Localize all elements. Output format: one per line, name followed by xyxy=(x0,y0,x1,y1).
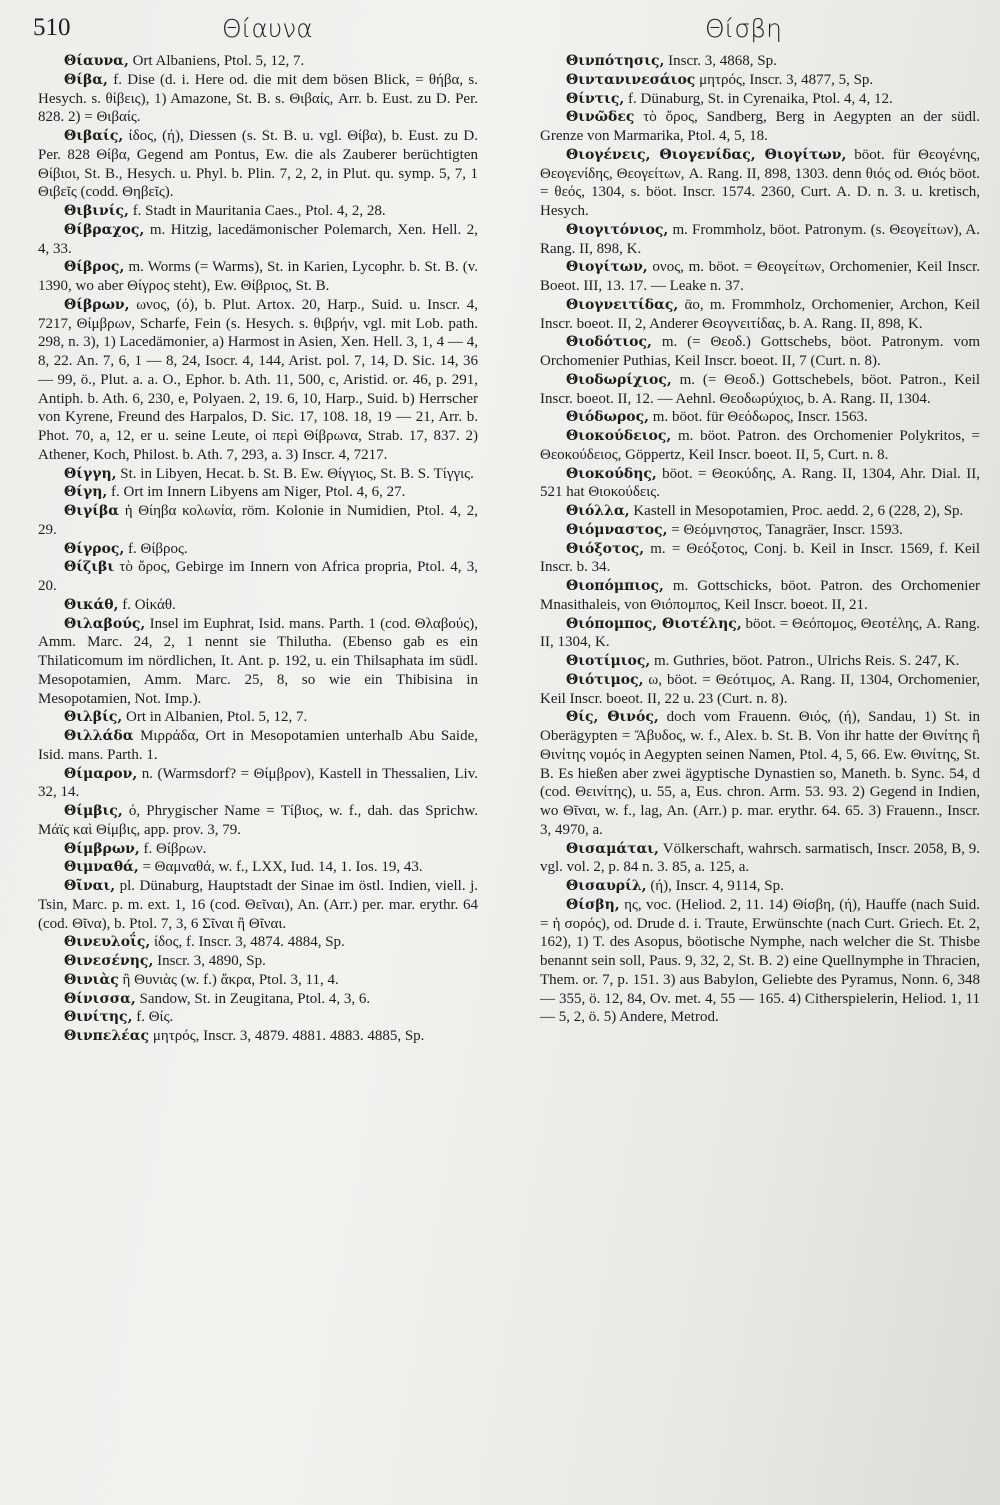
entry-body: ἡ Θίηβα κολωνία, röm. Kolonie in Numidien, Ptol. 4, 2, 29. xyxy=(38,503,478,538)
entry-headword: Θινευλοΐς, xyxy=(64,934,151,951)
dictionary-entry xyxy=(540,146,980,221)
dictionary-entry xyxy=(540,652,980,671)
entry-headword: Θινίτης, xyxy=(64,1009,133,1026)
entry-body: ω, böot. = Θεότιμος, A. Rang. II, 1304, Orchomenier, Keil Inscr. boeot. II, 22 u. 23 (Curt. n. 8). xyxy=(540,671,980,707)
entry-headword: Θιόξοτος, xyxy=(566,540,645,557)
entry-body: m. (= Θεοδ.) Gottschebs, böot. Patronym. vom Orchomenier Puthias, Keil Inscr. boeot. II, 7 (Curt. n. 8). xyxy=(540,334,981,369)
entry-body: m. = Θεόξοτος, Conj. b. Keil in Inscr. 1569, f. Keil Inscr. b. 34. xyxy=(540,540,981,576)
entry-headword: Θιγίβα xyxy=(64,503,120,519)
entry-body: m. böot. für Θεόδωρος, Inscr. 1563. xyxy=(652,409,868,426)
dictionary-entry xyxy=(38,596,478,615)
dictionary-entry xyxy=(38,127,478,202)
entry-body: Inscr. 3, 4890, Sp. xyxy=(157,953,266,969)
entry-body: böot. für Θεογένης, Θεογενίδης, Θεογείτων, A. Rang. II, 898, 1303. denn θιός od. Θιός böot. = θεός, 1304, s. böot. Inscr. 1574. 2360, Curt. A. D. n. 3. u. kretisch, Hesych. xyxy=(540,146,980,219)
dictionary-entry xyxy=(38,877,478,933)
entry-headword: Θιότιμος, xyxy=(566,671,644,688)
dictionary-entry xyxy=(38,727,478,765)
dictionary-entry xyxy=(38,258,478,296)
entry-headword: Θινῶδες xyxy=(566,109,635,126)
entry-headword: Θίντις, xyxy=(566,90,625,107)
dictionary-entry xyxy=(540,577,980,615)
entry-headword: Θίμαρον, xyxy=(64,765,138,782)
entry-body: ᾱο, m. Frommholz, Orchomenier, Archon, Keil Inscr. boeot. II, 2, Anderer Θεογνειτίδας, b. A. Rang. II, 898, K. xyxy=(540,296,981,332)
entry-headword: Θιόμναστος, xyxy=(566,521,668,538)
entry-body: m. böot. Patron. des Orchomenier Polykritos, = Θεοκούδειος, Göppertz, Keil Inscr. boeot. II, 5, Curt. n. 8. xyxy=(540,428,980,463)
entry-headword: Θίνισσα, xyxy=(64,990,136,1007)
entry-body: Μιρράδα, Ort in Mesopotamien unterhalb Abu Saide, Isid. mans. Parth. 1. xyxy=(38,728,479,763)
entry-headword: Θίσβη, xyxy=(566,896,620,913)
dictionary-entry xyxy=(540,540,980,578)
entry-body: τὸ ὄρος, Gebirge im Innern von Africa propria, Ptol. 4, 3, 20. xyxy=(38,559,478,594)
entry-body: f. Dünaburg, St. in Cyrenaika, Ptol. 4, 4, 12. xyxy=(628,90,893,107)
dictionary-entry xyxy=(38,1027,478,1046)
entry-body: (ή), Inscr. 4, 9114, Sp. xyxy=(650,878,784,894)
entry-body: f. Dise (d. i. Here od. die mit dem bösen Blick, = θήβα, s. Hesych. s. θίβεις), 1) Amazone, St. B. s. Θιβαίς, Arr. b. Eust. zu D. Per. 828. 2) = Θιβαίς. xyxy=(38,71,478,126)
right-running-head: Θίσβη xyxy=(705,14,783,43)
entry-headword: Θιοδότιος, xyxy=(566,334,652,351)
entry-body: Völkerschaft, wahrsch. sarmatisch, Inscr. 2058, B, 9. vgl. vol. 2, p. 84 n. 3. 85, a. 125, a. xyxy=(540,840,980,876)
dictionary-entry xyxy=(38,933,478,952)
dictionary-entry xyxy=(540,52,980,71)
entry-body: m. (= Θεοδ.) Gottschebels, böot. Patron., Keil Inscr. boeot. II, 12. — Aehnl. Θεοδωρύχιος, b. A. Rang. II, 1304. xyxy=(540,371,980,407)
dictionary-entry xyxy=(540,877,980,896)
entry-headword: Θιλβίς, xyxy=(64,709,123,726)
entry-headword: Θιοκούδης, xyxy=(566,465,657,482)
entry-headword: Θικάθ, xyxy=(64,596,119,613)
entry-body: f. Stadt in Mauritania Caes., Ptol. 4, 2, 28. xyxy=(132,203,386,219)
entry-body: f. Θίβρων. xyxy=(143,840,207,857)
entry-headword: Θιοπόμπιος, xyxy=(566,578,664,594)
dictionary-entry xyxy=(38,540,478,559)
entry-headword: Θιογιτόνιος, xyxy=(566,221,669,238)
dictionary-entry xyxy=(540,258,980,296)
entry-headword: Θιογένεις, Θιογενίδας, Θιογίτων, xyxy=(566,146,847,163)
entry-body: = Θαμναθά, w. f., LXX, Iud. 14, 1. Ios. 19, 43. xyxy=(142,859,423,876)
entry-headword: Θίγρος, xyxy=(64,540,125,557)
dictionary-entry xyxy=(540,708,980,839)
entry-headword: Θίβραχος, xyxy=(64,221,145,238)
entry-headword: Θιοδωρίχιος, xyxy=(566,371,672,388)
dictionary-entry xyxy=(540,427,980,465)
entry-headword: Θίβρων, xyxy=(64,296,130,313)
entry-body: m. Guthries, böot. Patron., Ulrichs Reis. S. 247, K. xyxy=(654,653,960,669)
entry-body: m. Worms (= Warms), St. in Karien, Lycophr. b. St. B. (v. 1390, wo aber Θίγρος steht), Ew. Θίβριος, St. B. xyxy=(38,259,478,294)
dictionary-entry xyxy=(540,333,980,371)
entry-headword: Θιόλλα, xyxy=(566,503,630,519)
entry-body: ης, voc. (Heliod. 2, 11. 14) Θίσβη, (ή), Hauffe (nach Suid. = ἡ σορός), od. Drude d. i. Traute, Erwünschte (nach Curt. Griech. Et. 2, 162), 1) T. des Asopus, böotische Nymphe, nach welcher die St. Thisbe benannt sein soll, Paus. 9, 32, 2, St. B. 2) eine Quellnymphe in Thracien, Them. or. 7, p. 151. 3) aus Babylon, Geliebte des Pyramus, Nonn. 6, 348 — 355, ö. 12, 84, Ov. met. 4, 55 — 165. 4) Citherspielerin, Heliod. 1, 11 — 5, 2, ö. 5) Andere, Metrod. xyxy=(540,896,981,1026)
entry-headword: Θίβρος, xyxy=(64,259,125,276)
entry-body: ίδος, f. Inscr. 3, 4874. 4884, Sp. xyxy=(154,934,345,951)
dictionary-entry xyxy=(540,71,980,90)
entry-headword: Θιμναθά, xyxy=(64,859,139,876)
entry-headword: Θινπότησις, xyxy=(566,53,665,69)
dictionary-entry xyxy=(38,1008,478,1027)
dictionary-entry xyxy=(38,802,478,840)
entry-headword: Θῖναι, xyxy=(64,878,116,894)
entry-headword: Θινεσένης, xyxy=(64,953,154,969)
dictionary-entry xyxy=(38,952,478,971)
entry-body: Inscr. 3, 4868, Sp. xyxy=(668,53,777,69)
entry-body: m. Hitzig, lacedämonischer Polemarch, Xen. Hell. 2, 4, 33. xyxy=(38,221,479,257)
dictionary-entry xyxy=(540,221,980,259)
page-number: 510 xyxy=(33,14,71,41)
dictionary-entry xyxy=(38,971,478,990)
dictionary-entry xyxy=(540,615,980,653)
dictionary-entry xyxy=(540,502,980,521)
entry-body: böot. = Θεοκύδης, A. Rang. II, 1304, Ahr. Dial. II, 521 hat Θιοκούδεις. xyxy=(540,465,980,501)
left-column xyxy=(38,52,478,1046)
entry-body: Ort in Albanien, Ptol. 5, 12, 7. xyxy=(126,709,308,726)
entry-body: ίδος, (ή), Diessen (s. St. B. u. vgl. Θίβα), b. Eust. zu D. Per. 828 Θίβα, Gegend am Pontus, Ew. die als Zauberer berüchtigten Θίβιοι, St. B., Hesych. u. Phyl. b. Plin. 7, 2, 2, in Plut. qu. symp. 5, 7, 1 Θιβεῖς (codd. Θηβεῖς). xyxy=(38,128,478,201)
entry-body: ό, Phrygischer Name = Τίβιος, w. f., dah. das Sprichw. Μάϊς καὶ Θίμβις, app. prov. 3, 79. xyxy=(38,803,479,838)
dictionary-entry xyxy=(38,840,478,859)
dictionary-entry xyxy=(38,52,478,71)
entry-body: ονος, m. böot. = Θεογείτων, Orchomenier, Keil Inscr. Boeot. III, 13. 17. — Leake n. 37. xyxy=(540,259,981,294)
right-column xyxy=(540,52,980,1027)
dictionary-entry xyxy=(540,408,980,427)
dictionary-entry xyxy=(540,90,980,109)
dictionary-entry xyxy=(38,765,478,803)
entry-body: f. Θίβρος. xyxy=(128,540,188,557)
entry-body: μητρός, Inscr. 3, 4879. 4881. 4883. 4885, Sp. xyxy=(152,1028,425,1044)
dictionary-entry xyxy=(540,296,980,334)
entry-headword: Θιογίτων, xyxy=(566,259,648,276)
dictionary-entry xyxy=(38,483,478,502)
dictionary-entry xyxy=(38,615,478,709)
dictionary-entry xyxy=(38,558,478,596)
dictionary-entry xyxy=(38,858,478,877)
entry-body: n. (Warmsdorf? = Θίμβρον), Kastell in Thessalien, Liv. 32, 14. xyxy=(38,765,478,801)
entry-body: μητρός, Inscr. 3, 4877, 5, Sp. xyxy=(699,71,874,88)
dictionary-entry xyxy=(38,71,478,127)
entry-body: m. Gottschicks, böot. Patron. des Orchomenier Mnasithaleis, von Θιόπομπος, Keil Inscr. boeot. II, 21. xyxy=(540,578,981,613)
entry-headword: Θιβαίς, xyxy=(64,128,124,144)
left-running-head: Θίαυνα xyxy=(222,14,313,43)
entry-headword: Θινιὰς xyxy=(64,971,119,988)
entry-body: Kastell in Mesopotamien, Proc. aedd. 2, 6 (228, 2), Sp. xyxy=(633,503,964,519)
entry-body: St. in Libyen, Hecat. b. St. B. Ew. Θίγγιος, St. B. S. Τίγγις. xyxy=(120,465,474,482)
entry-body: Insel im Euphrat, Isid. mans. Parth. 1 (cod. Θλαβούς), Amm. Marc. 24, 2, 1 nennt sie Thilutha. (Ebenso gab es ein Thilaticomum im nördlichen, It. Ant. p. 192, u. ein Thilsaphata im südl. Mesopotamien, Amm. Marc. 25, 8, so wie ein Thibisina in Mesopotamien, Not. Imp.). xyxy=(38,615,479,707)
entry-headword: Θιοτίμιος, xyxy=(566,653,651,669)
dictionary-entry xyxy=(540,371,980,409)
entry-headword: Θιλλάδα xyxy=(64,728,134,744)
entry-headword: Θιογνειτίδας, xyxy=(566,296,679,313)
entry-headword: Θιβινίς, xyxy=(64,203,129,219)
entry-body: f. Θίς. xyxy=(136,1009,174,1026)
entry-headword: Θινπελέας xyxy=(64,1028,150,1044)
dictionary-entry xyxy=(38,465,478,484)
entry-headword: Θιοκούδειος, xyxy=(566,428,672,444)
dictionary-entry xyxy=(38,990,478,1009)
entry-headword: Θιλαβούς, xyxy=(64,615,146,632)
entry-headword: Θιντανινεσάιος xyxy=(566,71,696,88)
dictionary-entry xyxy=(540,465,980,503)
dictionary-entry xyxy=(540,840,980,878)
entry-headword: Θιόδωρος, xyxy=(566,409,650,426)
dictionary-entry xyxy=(38,202,478,221)
entry-headword: Θίγη, xyxy=(64,484,108,501)
entry-body: pl. Dünaburg, Hauptstadt der Sinae im östl. Indien, viell. j. Tsin, Marc. p. m. ext. 1, 16 (cod. Θεῖναι), An. (Arr.) per. mar. erythr. 64 (cod. Θῖνα), b. Ptol. 7, 3, 6 Σῖναι ἢ Θῖναι. xyxy=(38,878,478,932)
entry-body: böot. = Θεόπομος, Θεοτέλης, A. Rang. II, 1304, K. xyxy=(540,615,980,651)
entry-headword: Θίγγη, xyxy=(64,465,117,482)
entry-headword: Θισαυρίλ, xyxy=(566,878,647,894)
entry-body: m. Frommholz, böot. Patronym. (s. Θεογείτων), A. Rang. II, 898, K. xyxy=(540,221,980,257)
entry-body: ωνος, (ό), b. Plut. Artox. 20, Harp., Suid. u. Inscr. 4, 7217, Θίμβρων, Scharfe, Fein (s. Hesych. s. θιβρήν, vgl. mit Lob. path. 298, n. 3), 1) Lacedämonier, a) Harmost in Asien, Xen. Hell. 3, 1, 4 — 4, 8, 22. An. 7, 6, 1 — 8, 24, Isocr. 4, 144, Arist. pol. 7, 14, D. Sic. 14, 36 — 99, ö., Plut. a. a. O., Ephor. b. Ath. 11, 500, c, Aristid. or. 46, p. 291, Antiph. b. Ath. 6, 230, e, Polyaen. 2, 19. 6, 10, Harp., Suid. b) Herrscher von Kyrene, Freund des Harpalos, D. Sic. 17, 108. 18, 19 — 21, Arr. b. Phot. 70, a, 12, er u. seine Leute, οἱ περὶ Θίβρωνα, Strab. 17, 837. 2) Athener, Koch, Philost. b. Ath. 7, 293, a. 3) Inscr. 4, 7217. xyxy=(38,296,479,463)
dictionary-entry xyxy=(38,221,478,259)
entry-body: Ort Albaniens, Ptol. 5, 12, 7. xyxy=(132,53,305,69)
dictionary-entry xyxy=(540,896,980,1027)
entry-body: f. Οἰκάθ. xyxy=(122,596,176,613)
entry-headword: Θίμβις, xyxy=(64,803,123,819)
entry-body: = Θεόμνηστος, Tanagräer, Inscr. 1593. xyxy=(671,521,903,538)
dictionary-entry xyxy=(540,521,980,540)
dictionary-entry xyxy=(38,296,478,465)
entry-headword: Θίβα, xyxy=(64,71,108,88)
entry-headword: Θίμβρων, xyxy=(64,840,140,857)
entry-headword: Θιόπομπος, Θιοτέλης, xyxy=(566,615,742,632)
entry-body: f. Ort im Innern Libyens am Niger, Ptol. 4, 6, 27. xyxy=(111,484,406,501)
entry-body: τὸ ὄρος, Sandberg, Berg in Aegypten an der südl. Grenze von Marmarika, Ptol. 4, 5, 18. xyxy=(540,109,980,144)
entry-headword: Θίς, Θινός, xyxy=(566,709,659,726)
entry-body: doch vom Frauenn. Θιός, (ή), Sandau, 1) St. in Oberägypten = Ἄβυδος, w. f., Alex. b. St. B. Von ihr hatte der Θινίτης ἢ Θινίτης νομός in Aegypten seinen Namen, Ptol. 4, 5, 66. Ew. Θινίτης, St. B. Es hießen aber zwei ägyptische Dynastien so, Maneth. b. Sync. 54, d (cod. Θεινίτης), u. 55, a, Eus. chron. Arm. 53. 93. 2) Gegend in Indien, wo Θῖναι, w. f., lag, An. (Arr.) p. mar. erythr. 64. 65. 3) Frauenn., Inscr. 3, 4970, a. xyxy=(540,709,980,838)
dictionary-entry xyxy=(38,502,478,540)
entry-headword: Θίαυνα, xyxy=(64,53,129,69)
entry-body: ἢ Θυνιὰς (w. f.) ἄκρα, Ptol. 3, 11, 4. xyxy=(122,971,339,988)
entry-headword: Θίζιβι xyxy=(64,559,115,576)
dictionary-entry xyxy=(540,108,980,146)
entry-body: Sandow, St. in Zeugitana, Ptol. 4, 3, 6. xyxy=(139,990,371,1007)
dictionary-entry xyxy=(540,671,980,709)
entry-headword: Θισαμάται, xyxy=(566,840,659,857)
dictionary-entry xyxy=(38,708,478,727)
